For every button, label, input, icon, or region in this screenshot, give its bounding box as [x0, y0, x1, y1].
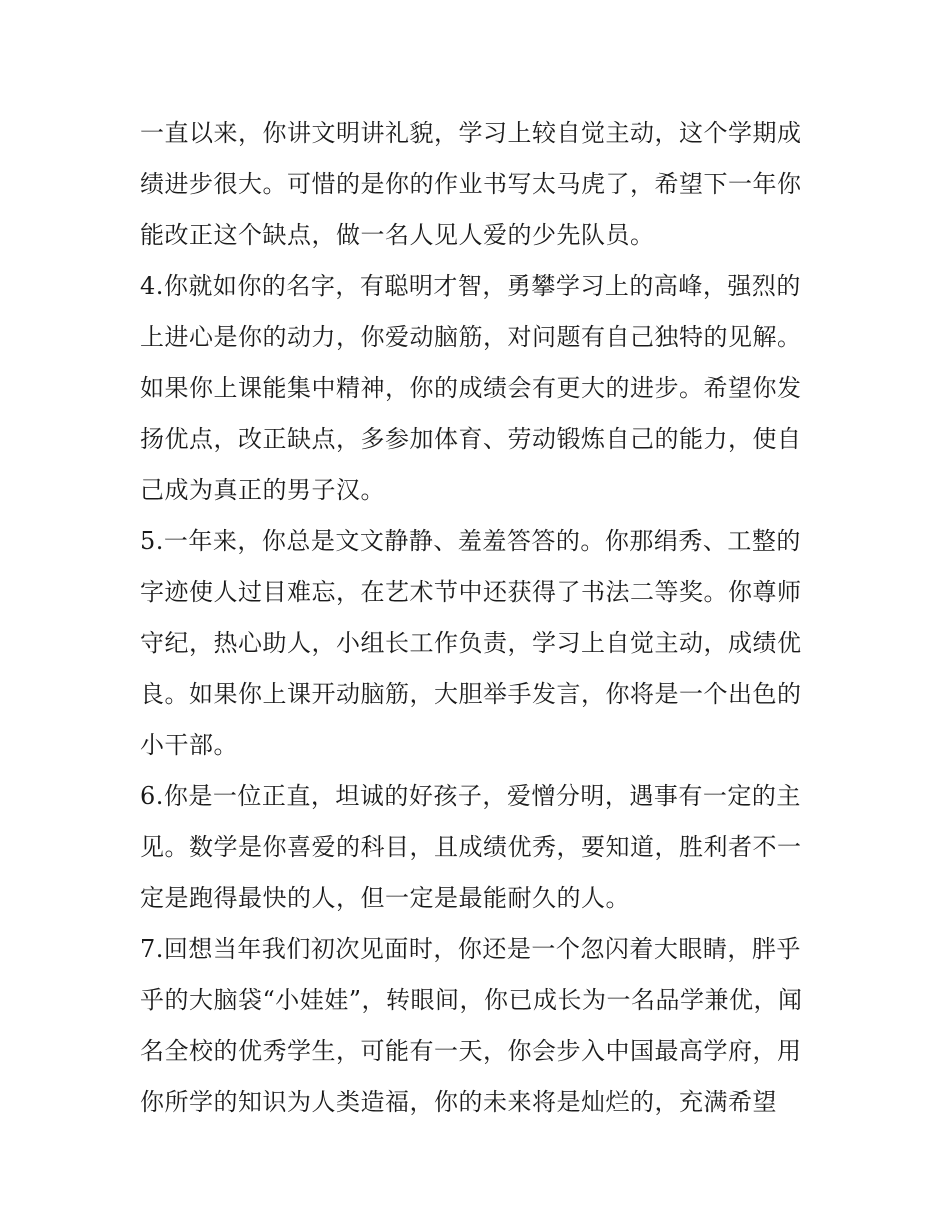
- text-line: 4.你就如你的名字，有聪明才智，勇攀学习上的高峰，强烈的: [140, 272, 801, 300]
- text-line: 乎的大脑袋“小娃娃”，转眼间，你已成长为一名品学兼优，闻: [140, 986, 803, 1014]
- body-text: [140, 108, 820, 1128]
- text-line: 扬优点，改正缺点，多参加体育、劳动锻炼自己的能力，使自: [140, 425, 802, 453]
- text-line: 良。如果你上课开动脑筋，大胆举手发言，你将是一个出色的: [140, 680, 802, 708]
- text-line: 字迹使人过目难忘，在艺术节中还获得了书法二等奖。你尊师: [140, 578, 802, 606]
- text-line: 5.一年来，你总是文文静静、羞羞答答的。你那绢秀、工整的: [140, 527, 801, 555]
- text-line: 小干部。: [140, 731, 238, 759]
- text-line: 名全校的优秀学生，可能有一天，你会步入中国最高学府，用: [140, 1037, 802, 1065]
- text-line: 上进心是你的动力，你爱动脑筋，对问题有自己独特的见解。: [140, 323, 802, 351]
- text-line: 守纪，热心助人，小组长工作负责，学习上自觉主动，成绩优: [140, 629, 802, 657]
- text-line: 一直以来，你讲文明讲礼貌，学习上较自觉主动，这个学期成: [140, 119, 802, 147]
- text-line: 定是跑得最快的人，但一定是最能耐久的人。: [140, 884, 630, 912]
- text-line: 见。数学是你喜爱的科目，且成绩优秀，要知道，胜利者不一: [140, 833, 802, 861]
- text-line: 能改正这个缺点，做一名人见人爱的少先队员。: [140, 221, 655, 249]
- text-line: 绩进步很大。可惜的是你的作业书写太马虎了，希望下一年你: [140, 170, 802, 198]
- text-line: 你所学的知识为人类造福，你的未来将是灿烂的，充满希望: [140, 1088, 777, 1116]
- text-line: 7.回想当年我们初次见面时，你还是一个忽闪着大眼睛，胖乎: [140, 935, 801, 963]
- text-line: 如果你上课能集中精神，你的成绩会有更大的进步。希望你发: [140, 374, 802, 402]
- text-line: 己成为真正的男子汉。: [140, 476, 385, 504]
- text-line: 6.你是一位正直，坦诚的好孩子，爱憎分明，遇事有一定的主: [140, 782, 801, 810]
